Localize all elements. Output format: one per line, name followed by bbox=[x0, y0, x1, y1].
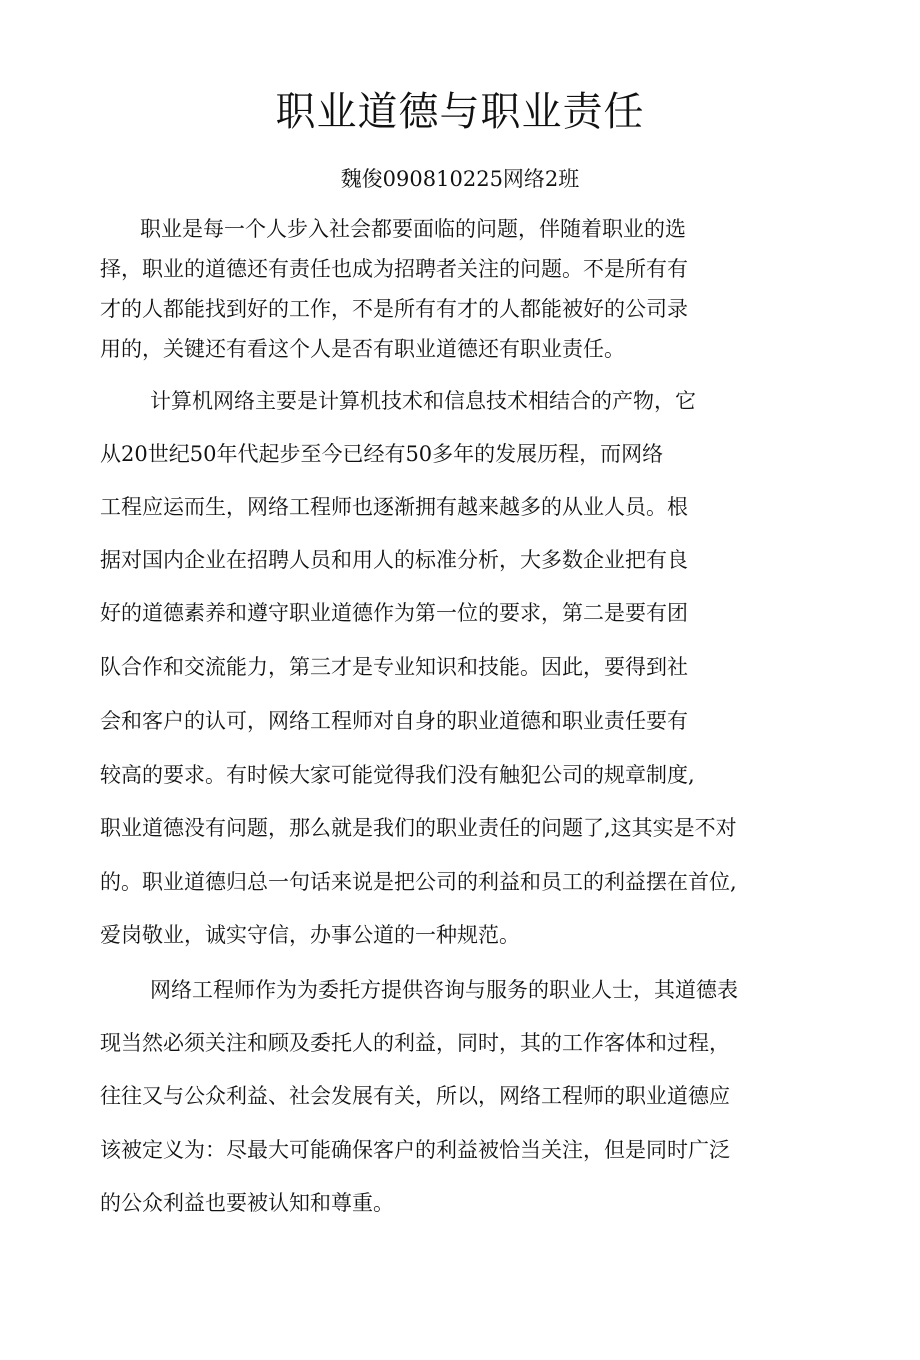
paragraph-2-line: 较高的要求。有时候大家可能觉得我们没有触犯公司的规章制度, bbox=[100, 763, 695, 787]
paragraph-2-line: 好的道德素养和遵守职业道德作为第一位的要求，第二是要有团 bbox=[100, 601, 688, 625]
paragraph-1-line: 才的人都能找到好的工作，不是所有有才的人都能被好的公司录 bbox=[100, 297, 688, 321]
paragraph-1-line: 择，职业的道德还有责任也成为招聘者关注的问题。不是所有有 bbox=[100, 257, 688, 281]
paragraph-2-line: 队合作和交流能力，第三才是专业知识和技能。因此，要得到社 bbox=[100, 655, 688, 679]
paragraph-2-line: 据对国内企业在招聘人员和用人的标准分析，大多数企业把有良 bbox=[100, 548, 688, 572]
paragraph-2-line: 的。职业道德归总一句话来说是把公司的利益和员工的利益摆在首位, bbox=[100, 870, 737, 894]
document-title: 职业道德与职业责任 bbox=[275, 89, 645, 135]
paragraph-2-line: 职业道德没有问题，那么就是我们的职业责任的问题了,这其实是不对 bbox=[100, 816, 737, 840]
paragraph-3-line: 网络工程师作为为委托方提供咨询与服务的职业人士，其道德表 bbox=[150, 978, 738, 1002]
paragraph-2-line: 工程应运而生，网络工程师也逐渐拥有越来越多的从业人员。根 bbox=[100, 495, 688, 519]
paragraph-2-line: 会和客户的认可，网络工程师对自身的职业道德和职业责任要有 bbox=[100, 709, 688, 733]
paragraph-1-line: 用的，关键还有看这个人是否有职业道德还有职业责任。 bbox=[100, 337, 625, 361]
paragraph-2-line: 从20世纪50年代起步至今已经有50多年的发展历程，而网络 bbox=[100, 442, 664, 466]
paragraph-2-line: 计算机网络主要是计算机技术和信息技术相结合的产物，它 bbox=[150, 389, 696, 413]
paragraph-2-line: 爱岗敬业，诚实守信，办事公道的一种规范。 bbox=[100, 923, 520, 947]
paragraph-3-line: 该被定义为：尽最大可能确保客户的利益被恰当关注，但是同时广泛 bbox=[100, 1138, 730, 1162]
paragraph-3-line: 往往又与公众利益、社会发展有关，所以，网络工程师的职业道德应 bbox=[100, 1084, 730, 1108]
paragraph-1-line: 职业是每一个人步入社会都要面临的问题，伴随着职业的选 bbox=[140, 217, 686, 241]
paragraph-3-line: 现当然必须关注和顾及委托人的利益，同时，其的工作客体和过程， bbox=[100, 1031, 730, 1055]
author-line: 魏俊090810225网络2班 bbox=[340, 167, 580, 191]
paragraph-3-line: 的公众利益也要被认知和尊重。 bbox=[100, 1191, 394, 1215]
